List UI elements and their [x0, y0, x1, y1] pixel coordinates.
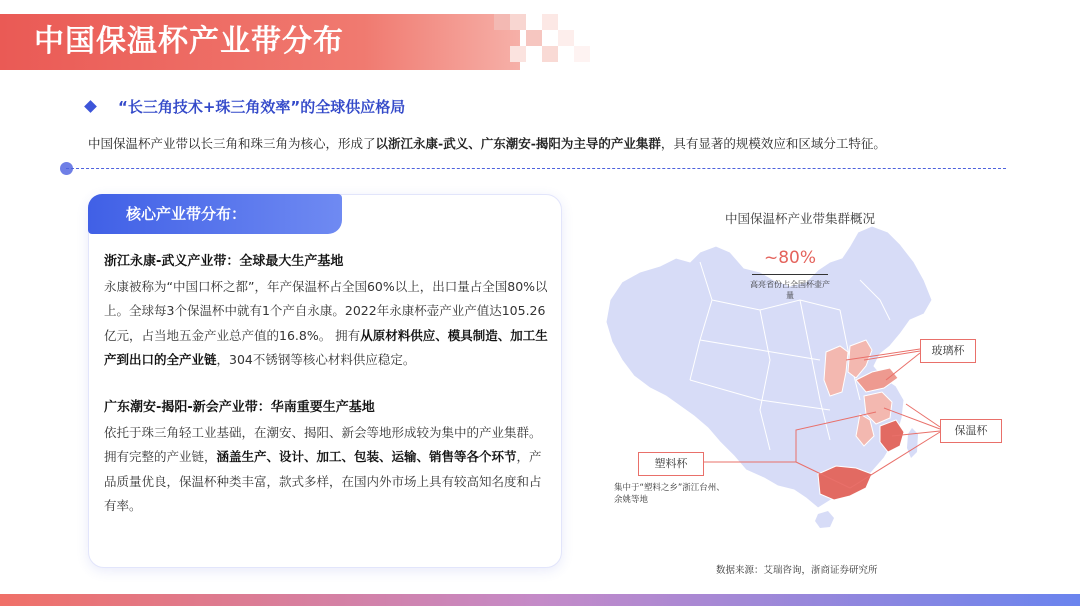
guangdong-title: 广东潮安-揭阳-新会产业带：华南重要生产基地: [104, 400, 375, 415]
stat-underline: [752, 274, 828, 275]
zhejiang-bold: 从原材料供应、模具制造、加工生产到出口的全产业链: [104, 327, 548, 367]
intro-bold: 以浙江永康-武义、广东潮安-揭阳为主导的产业集群: [375, 136, 661, 151]
label-thermos-cup: 保温杯: [940, 419, 1002, 443]
data-source: 数据来源：艾瑞咨询，浙商证券研究所: [716, 565, 878, 576]
label-plastic-cup: 塑料杯: [638, 452, 704, 476]
plastic-note: 集中于“塑料之乡”浙江台州、余姚等地: [614, 483, 725, 505]
hainan-island: [815, 511, 834, 528]
zhejiang-text2: ，304不锈钢等核心材料供应稳定。: [216, 352, 416, 367]
guangdong-text2: ，产品质量优良，保温杯种类丰富，款式多样，在国内外市场上具有较高知名度和占有率。: [104, 449, 542, 513]
stat-value: ~80%: [763, 248, 817, 268]
zhejiang-title: 浙江永康-武义产业带：全球最大生产基地: [104, 254, 344, 269]
section-subtitle: “长三角技术+珠三角效率”的全球供应格局: [118, 98, 406, 116]
guangdong-text1: 依托于珠三角轻工业基础，在潮安、揭阳、新会等地形成较为集中的产业集群。拥有完整的产业链，: [104, 424, 542, 464]
page-title: 中国保温杯产业带分布: [34, 24, 344, 59]
zhejiang-text1: 永康被称为“中国口杯之都”，年产保温杯占全国60%以上，出口量占全国80%以上。全球每3个保温杯中就有1个产自永康。2022年永康杯壶产业产值达105.26亿元，占当地五金产业总产值的16.8%。 拥有: [104, 278, 548, 343]
bottom-gradient-bar: [0, 594, 1080, 606]
plastic-province-guangdong: [818, 466, 872, 500]
taiwan-island: [907, 428, 918, 458]
intro-part2: ，具有显著的规模效应和区域分工特征。: [660, 136, 886, 151]
guangdong-bold: 涵盖生产、设计、加工、包装、运输、销售等各个环节: [216, 449, 517, 464]
card-heading: 核心产业带分布：: [126, 205, 247, 223]
intro-part1: 中国保温杯产业带以长三角和珠三角为核心，形成了: [88, 136, 376, 151]
map-title: 中国保温杯产业带集群概况: [724, 211, 875, 226]
label-glass-cup: 玻璃杯: [920, 339, 976, 363]
stat-caption: 高亮省份占全国杯壶产量: [750, 280, 830, 300]
